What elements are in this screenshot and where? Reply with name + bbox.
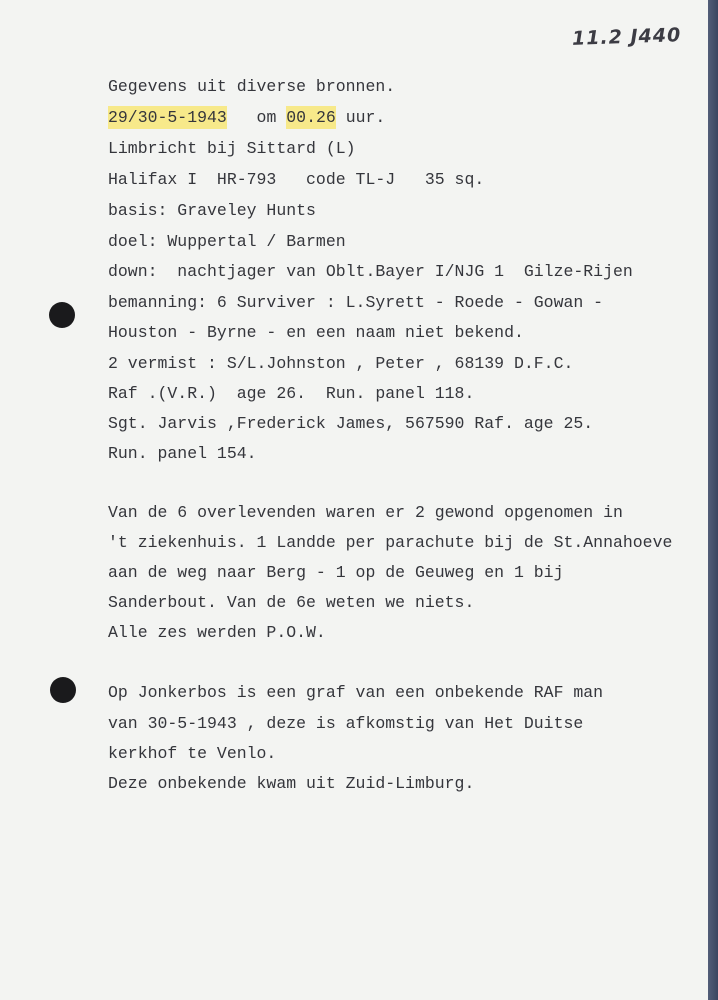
text-line: 2 vermist : S/L.Johnston , Peter , 68139 D.F.C. — [108, 354, 574, 373]
paragraph-line: Op Jonkerbos is een graf van een onbekende RAF man — [108, 683, 604, 702]
paragraph-line: aan de weg naar Berg - 1 op de Geuweg en 1 bij — [108, 563, 564, 582]
date-time-line — [108, 108, 385, 128]
punch-hole-top — [49, 302, 75, 328]
paragraph-line: Alle zes werden P.O.W. — [108, 623, 326, 642]
highlighted-time: 00.26 — [286, 108, 336, 127]
paragraph-line: Van de 6 overlevenden waren er 2 gewond opgenomen in — [108, 503, 623, 522]
paragraph-line: van 30-5-1943 , deze is afkomstig van Het Duitse — [108, 714, 584, 733]
text-line: doel: Wuppertal / Barmen — [108, 232, 346, 251]
paragraph-line: kerkhof te Venlo. — [108, 744, 277, 763]
text-line: Raf .(V.R.) age 26. Run. panel 118. — [108, 384, 475, 403]
text-line: Houston - Byrne - en een naam niet bekend. — [108, 323, 524, 342]
paragraph-line: Sanderbout. Van de 6e weten we niets. — [108, 593, 475, 612]
text-line: down: nachtjager van Oblt.Bayer I/NJG 1 Gilze-Rijen — [108, 262, 633, 281]
text-line: Sgt. Jarvis ,Frederick James, 567590 Raf. age 25. — [108, 414, 594, 433]
paragraph-line: Deze onbekende kwam uit Zuid-Limburg. — [108, 774, 475, 793]
punch-hole-bottom — [50, 677, 76, 703]
text-line: Limbricht bij Sittard (L) — [108, 139, 356, 158]
handwritten-reference-number: 11.2 J440 — [571, 24, 682, 50]
text-line: basis: Graveley Hunts — [108, 201, 316, 220]
highlighted-date: 29/30-5-1943 — [108, 108, 227, 127]
document-heading: Gegevens uit diverse bronnen. — [108, 77, 396, 96]
text-line: Halifax I HR-793 code TL-J 35 sq. — [108, 170, 485, 189]
time-prefix: om — [256, 108, 277, 127]
background-edge — [708, 0, 718, 1000]
time-suffix: uur. — [345, 108, 386, 127]
text-line: bemanning: 6 Surviver : L.Syrett - Roede - Gowan - — [108, 293, 604, 312]
text-line: Run. panel 154. — [108, 444, 257, 463]
paragraph-line: 't ziekenhuis. 1 Landde per parachute bij de St.Annahoeve — [108, 533, 673, 552]
